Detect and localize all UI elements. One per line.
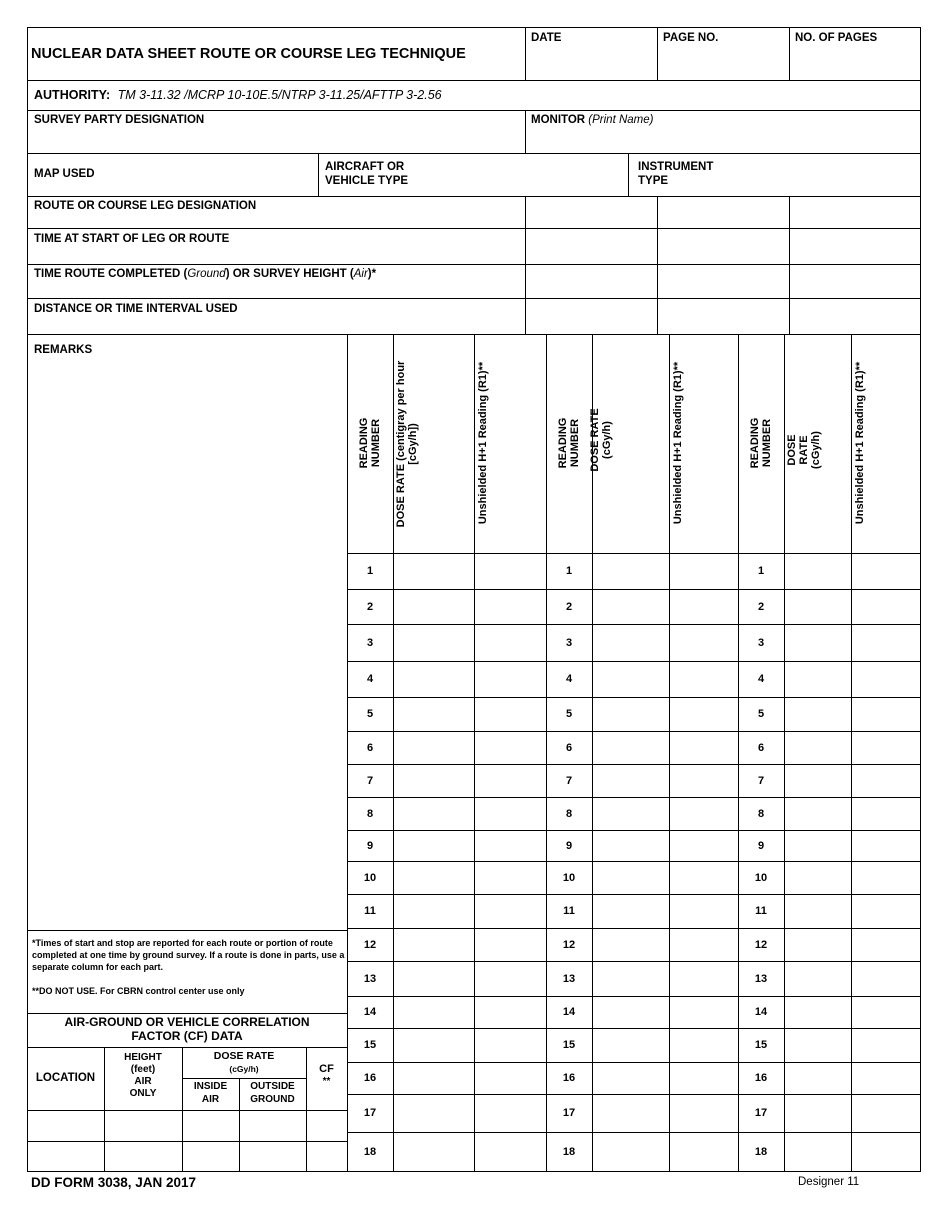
reading-number-cell: 12 bbox=[363, 938, 377, 951]
unshielded-reading-cell[interactable] bbox=[475, 765, 545, 796]
reading-number-header-3 bbox=[749, 418, 773, 469]
form-title: NUCLEAR DATA SHEET ROUTE OR COURSE LEG TECHNIQUE bbox=[31, 46, 466, 62]
reading-number-cell: 5 bbox=[366, 708, 374, 720]
cf-height-header-4: ONLY bbox=[129, 1088, 157, 1099]
cf-location-header: LOCATION bbox=[35, 1072, 96, 1084]
dose-rate-cell[interactable] bbox=[785, 831, 850, 860]
unshielded-reading-cell[interactable] bbox=[475, 831, 545, 860]
cf-inside-air-cell[interactable] bbox=[183, 1111, 238, 1140]
reading-number-header-line: NUMBER bbox=[569, 418, 581, 468]
instrument-label-1: INSTRUMENT bbox=[638, 161, 714, 173]
reading-number-cell: 8 bbox=[366, 807, 374, 820]
dose-rate-cell[interactable] bbox=[785, 1029, 850, 1061]
unshielded-reading-cell[interactable] bbox=[670, 895, 737, 927]
unshielded-reading-cell[interactable] bbox=[475, 625, 545, 660]
authority-label: AUTHORITY: bbox=[34, 88, 111, 102]
cf-height-cell[interactable] bbox=[105, 1111, 181, 1140]
time-completed-field-3[interactable] bbox=[790, 265, 920, 297]
reading-number-cell: 16 bbox=[363, 1072, 377, 1084]
unshielded-reading-cell[interactable] bbox=[852, 698, 920, 730]
aircraft-label-2: VEHICLE TYPE bbox=[325, 175, 409, 187]
reading-number-cell: 13 bbox=[363, 972, 377, 985]
dose-rate-header-1 bbox=[395, 361, 419, 528]
dose-rate-cell[interactable] bbox=[593, 590, 668, 623]
dose-rate-header-2 bbox=[589, 408, 613, 471]
dose-rate-cell[interactable] bbox=[394, 929, 473, 960]
reading-number-cell: 7 bbox=[757, 774, 765, 787]
dose-rate-cell[interactable] bbox=[394, 831, 473, 860]
reading-number-cell: 9 bbox=[757, 839, 765, 852]
no-of-pages-field[interactable] bbox=[790, 46, 920, 79]
unshielded-reading-header-3: Unshielded H+1 Reading (R1)** bbox=[854, 361, 866, 525]
time-start-field-1[interactable] bbox=[526, 229, 656, 263]
unshielded-reading-cell[interactable] bbox=[475, 1133, 545, 1171]
time-start-field-3[interactable] bbox=[790, 229, 920, 263]
unshielded-reading-cell[interactable] bbox=[475, 862, 545, 893]
cf-outside-ground-cell[interactable] bbox=[240, 1111, 305, 1140]
unshielded-reading-cell[interactable] bbox=[475, 1063, 545, 1093]
unshielded-reading-cell[interactable] bbox=[475, 895, 545, 927]
unshielded-reading-cell[interactable] bbox=[475, 1029, 545, 1061]
unshielded-reading-cell[interactable] bbox=[852, 962, 920, 995]
reading-number-cell: 10 bbox=[754, 871, 768, 884]
unshielded-reading-cell[interactable] bbox=[670, 962, 737, 995]
cf-height-cell[interactable] bbox=[105, 1142, 181, 1171]
aircraft-label-1: AIRCRAFT OR bbox=[325, 161, 405, 173]
reading-number-cell: 1 bbox=[565, 565, 573, 577]
reading-number-header-1 bbox=[358, 418, 382, 469]
unshielded-reading-cell[interactable] bbox=[852, 1133, 920, 1171]
reading-number-cell: 3 bbox=[366, 636, 374, 649]
dose-rate-cell[interactable] bbox=[593, 1095, 668, 1131]
time-completed-b: ) OR SURVEY HEIGHT ( bbox=[225, 268, 354, 280]
form-number: DD FORM 3038, JAN 2017 bbox=[31, 1175, 197, 1190]
reading-number-cell: 4 bbox=[565, 673, 573, 685]
authority-row bbox=[34, 88, 442, 102]
unshielded-reading-cell[interactable] bbox=[852, 862, 920, 893]
reading-number-cell: 18 bbox=[363, 1146, 377, 1158]
reading-number-cell: 3 bbox=[565, 636, 573, 649]
reading-number-cell: 9 bbox=[366, 839, 374, 852]
map-used-label: MAP USED bbox=[34, 168, 95, 180]
unshielded-reading-cell[interactable] bbox=[852, 590, 920, 623]
dose-rate-cell[interactable] bbox=[593, 831, 668, 860]
unshielded-reading-cell[interactable] bbox=[852, 662, 920, 696]
reading-number-header-line: NUMBER bbox=[761, 418, 773, 468]
reading-number-cell: 16 bbox=[562, 1072, 576, 1084]
dose-rate-cell[interactable] bbox=[394, 590, 473, 623]
cf-title-2: FACTOR (CF) DATA bbox=[131, 1029, 243, 1043]
reading-number-cell: 10 bbox=[562, 871, 576, 884]
reading-number-header-line: READING bbox=[749, 417, 761, 469]
reading-number-cell: 15 bbox=[562, 1039, 576, 1051]
map-used-field[interactable] bbox=[130, 154, 317, 195]
dose-rate-cell[interactable] bbox=[394, 997, 473, 1027]
unshielded-reading-cell[interactable] bbox=[670, 1029, 737, 1061]
unshielded-reading-cell[interactable] bbox=[670, 1063, 737, 1093]
time-start-field-2[interactable] bbox=[658, 229, 788, 263]
dose-rate-cell[interactable] bbox=[785, 698, 850, 730]
dose-rate-cell[interactable] bbox=[785, 962, 850, 995]
dose-rate-cell[interactable] bbox=[785, 625, 850, 660]
time-completed-field-1[interactable] bbox=[526, 265, 656, 297]
authority-value: TM 3-11.32 /MCRP 10-10E.5/NTRP 3-11.25/AFTTP 3-2.56 bbox=[117, 88, 442, 102]
dose-rate-cell[interactable] bbox=[394, 1063, 473, 1093]
dose-rate-cell[interactable] bbox=[593, 662, 668, 696]
distance-label: DISTANCE OR TIME INTERVAL USED bbox=[34, 303, 238, 315]
cf-inside-header-2: AIR bbox=[201, 1094, 220, 1105]
cf-dose-rate-header-2: (cGy/h) bbox=[229, 1064, 259, 1074]
time-completed-ground: Ground bbox=[187, 268, 226, 280]
unshielded-reading-cell[interactable] bbox=[670, 862, 737, 893]
reading-number-cell: 13 bbox=[562, 972, 576, 985]
reading-number-cell: 7 bbox=[565, 774, 573, 787]
dose-rate-cell[interactable] bbox=[593, 765, 668, 796]
dose-rate-cell[interactable] bbox=[785, 895, 850, 927]
dose-rate-cell[interactable] bbox=[394, 1095, 473, 1131]
monitor-hint: (Print Name) bbox=[588, 114, 654, 126]
reading-number-cell: 18 bbox=[562, 1146, 576, 1158]
dose-rate-cell[interactable] bbox=[593, 862, 668, 893]
reading-number-cell: 12 bbox=[562, 938, 576, 951]
reading-number-cell: 9 bbox=[565, 839, 573, 852]
dose-rate-header-line: DOSE RATE (centigray per hour bbox=[395, 360, 407, 528]
dose-rate-cell[interactable] bbox=[394, 765, 473, 796]
reading-number-cell: 14 bbox=[363, 1006, 377, 1018]
dose-rate-cell[interactable] bbox=[593, 625, 668, 660]
reading-number-cell: 6 bbox=[757, 741, 765, 754]
dose-rate-cell[interactable] bbox=[394, 554, 473, 588]
reading-number-cell: 6 bbox=[366, 741, 374, 754]
unshielded-reading-cell[interactable] bbox=[475, 798, 545, 829]
reading-number-cell: 13 bbox=[754, 972, 768, 985]
unshielded-reading-cell[interactable] bbox=[670, 997, 737, 1027]
dose-rate-cell[interactable] bbox=[785, 929, 850, 960]
date-field[interactable] bbox=[526, 46, 656, 79]
reading-number-cell: 15 bbox=[754, 1039, 768, 1051]
reading-number-cell: 17 bbox=[363, 1107, 377, 1119]
unshielded-reading-cell[interactable] bbox=[475, 732, 545, 763]
unshielded-reading-cell[interactable] bbox=[852, 1095, 920, 1131]
reading-number-cell: 4 bbox=[757, 673, 765, 685]
cf-location-cell[interactable] bbox=[28, 1142, 103, 1171]
dose-rate-cell[interactable] bbox=[785, 862, 850, 893]
footnote-do-not-use: **DO NOT USE. For CBRN control center use only bbox=[32, 986, 245, 996]
dose-rate-cell[interactable] bbox=[785, 732, 850, 763]
unshielded-reading-cell[interactable] bbox=[475, 590, 545, 623]
route-designation-field-3[interactable] bbox=[790, 197, 920, 227]
unshielded-reading-cell[interactable] bbox=[852, 625, 920, 660]
reading-number-cell: 1 bbox=[757, 565, 765, 577]
cf-title-1: AIR-GROUND OR VEHICLE CORRELATION bbox=[64, 1015, 310, 1029]
unshielded-reading-cell[interactable] bbox=[852, 1029, 920, 1061]
reading-number-cell: 16 bbox=[754, 1072, 768, 1084]
unshielded-reading-cell[interactable] bbox=[670, 798, 737, 829]
dose-rate-cell[interactable] bbox=[785, 798, 850, 829]
footnote-times: *Times of start and stop are reported for each route or portion of route completed at one time by ground survey. If a route is done in parts, use a separate column for each part. bbox=[32, 938, 345, 972]
unshielded-reading-cell[interactable] bbox=[670, 698, 737, 730]
dose-rate-cell[interactable] bbox=[593, 698, 668, 730]
reading-number-cell: 17 bbox=[562, 1107, 576, 1119]
reading-number-header-line: READING bbox=[358, 417, 370, 469]
unshielded-reading-cell[interactable] bbox=[852, 997, 920, 1027]
reading-number-cell: 12 bbox=[754, 938, 768, 951]
reading-number-cell: 4 bbox=[366, 673, 374, 685]
cf-factor-header-1: CF bbox=[319, 1063, 334, 1075]
unshielded-reading-cell[interactable] bbox=[475, 662, 545, 696]
route-designation-label: ROUTE OR COURSE LEG DESIGNATION bbox=[34, 200, 257, 212]
reading-number-header-2 bbox=[557, 418, 581, 469]
distance-field-3[interactable] bbox=[790, 299, 920, 333]
reading-number-cell: 8 bbox=[757, 807, 765, 820]
dose-rate-cell[interactable] bbox=[394, 962, 473, 995]
reading-number-cell: 14 bbox=[562, 1006, 576, 1018]
time-completed-field-2[interactable] bbox=[658, 265, 788, 297]
dose-rate-cell[interactable] bbox=[394, 625, 473, 660]
unshielded-reading-cell[interactable] bbox=[475, 554, 545, 588]
dose-rate-cell[interactable] bbox=[785, 997, 850, 1027]
dose-rate-cell[interactable] bbox=[785, 662, 850, 696]
cf-factor-cell[interactable] bbox=[307, 1111, 346, 1140]
dose-rate-cell[interactable] bbox=[394, 732, 473, 763]
dose-rate-cell[interactable] bbox=[785, 1133, 850, 1171]
dose-rate-header-line: [cGy/h]) bbox=[407, 423, 419, 465]
unshielded-reading-cell[interactable] bbox=[670, 662, 737, 696]
time-completed-c: )* bbox=[367, 268, 377, 280]
cf-inside-air-cell[interactable] bbox=[183, 1142, 238, 1171]
unshielded-reading-cell[interactable] bbox=[670, 1133, 737, 1171]
cf-dose-rate-header-1: DOSE RATE bbox=[213, 1050, 275, 1062]
reading-number-cell: 10 bbox=[363, 871, 377, 884]
unshielded-reading-header-1: Unshielded H+1 Reading (R1)** bbox=[477, 361, 489, 525]
unshielded-reading-cell[interactable] bbox=[670, 929, 737, 960]
time-completed-a: TIME ROUTE COMPLETED ( bbox=[34, 268, 188, 280]
unshielded-reading-cell[interactable] bbox=[475, 1095, 545, 1131]
monitor-label bbox=[531, 113, 653, 127]
survey-party-field[interactable] bbox=[28, 128, 524, 152]
dose-rate-cell[interactable] bbox=[593, 962, 668, 995]
dose-rate-cell[interactable] bbox=[593, 895, 668, 927]
reading-number-cell: 5 bbox=[757, 708, 765, 720]
dose-rate-cell[interactable] bbox=[593, 1133, 668, 1171]
reading-number-cell: 3 bbox=[757, 636, 765, 649]
instrument-label-2: TYPE bbox=[638, 175, 669, 187]
unshielded-reading-cell[interactable] bbox=[852, 765, 920, 796]
reading-number-cell: 15 bbox=[363, 1039, 377, 1051]
dose-rate-header-line: DOSE bbox=[786, 434, 798, 466]
reading-number-cell: 11 bbox=[364, 905, 376, 917]
dose-rate-cell[interactable] bbox=[394, 1133, 473, 1171]
unshielded-reading-cell[interactable] bbox=[852, 895, 920, 927]
page-no-label: PAGE NO. bbox=[663, 32, 719, 44]
unshielded-reading-cell[interactable] bbox=[670, 732, 737, 763]
reading-number-cell: 17 bbox=[754, 1107, 768, 1119]
reading-number-cell: 2 bbox=[757, 600, 765, 613]
unshielded-reading-cell[interactable] bbox=[475, 997, 545, 1027]
unshielded-reading-cell[interactable] bbox=[475, 698, 545, 730]
dose-rate-cell[interactable] bbox=[593, 929, 668, 960]
reading-number-cell: 11 bbox=[563, 905, 575, 917]
aircraft-field[interactable] bbox=[430, 154, 627, 195]
cf-height-header-1: HEIGHT bbox=[124, 1052, 162, 1063]
unshielded-reading-cell[interactable] bbox=[852, 732, 920, 763]
reading-number-cell: 5 bbox=[565, 708, 573, 720]
dose-rate-cell[interactable] bbox=[593, 997, 668, 1027]
route-designation-field-2[interactable] bbox=[658, 197, 788, 227]
unshielded-reading-header-2: Unshielded H+1 Reading (R1)** bbox=[672, 361, 684, 525]
unshielded-reading-cell[interactable] bbox=[670, 554, 737, 588]
dose-rate-header-line: (cGy/h) bbox=[601, 421, 613, 459]
unshielded-reading-cell[interactable] bbox=[852, 929, 920, 960]
cf-outside-header-2: GROUND bbox=[250, 1094, 295, 1105]
time-start-label: TIME AT START OF LEG OR ROUTE bbox=[34, 233, 230, 245]
reading-number-header-line: NUMBER bbox=[370, 418, 382, 468]
reading-number-cell: 2 bbox=[565, 600, 573, 613]
dose-rate-cell[interactable] bbox=[394, 862, 473, 893]
monitor-field[interactable] bbox=[526, 128, 920, 152]
dose-rate-header-line: DOSE RATE bbox=[589, 408, 601, 472]
unshielded-reading-cell[interactable] bbox=[670, 765, 737, 796]
dose-rate-header-3 bbox=[786, 431, 822, 469]
cf-inside-header-1: INSIDE bbox=[193, 1081, 228, 1092]
unshielded-reading-cell[interactable] bbox=[852, 831, 920, 860]
date-label: DATE bbox=[531, 32, 562, 44]
reading-number-cell: 14 bbox=[754, 1006, 768, 1018]
cf-location-cell[interactable] bbox=[28, 1111, 103, 1140]
unshielded-reading-cell[interactable] bbox=[475, 962, 545, 995]
cf-outside-ground-cell[interactable] bbox=[240, 1142, 305, 1171]
designer-label: Designer 11 bbox=[798, 1176, 860, 1188]
no-of-pages-label: NO. OF PAGES bbox=[795, 32, 878, 44]
time-completed-air: Air bbox=[353, 268, 368, 280]
time-completed-label bbox=[34, 267, 376, 281]
survey-party-label: SURVEY PARTY DESIGNATION bbox=[34, 114, 205, 126]
unshielded-reading-cell[interactable] bbox=[670, 625, 737, 660]
dose-rate-cell[interactable] bbox=[593, 1029, 668, 1061]
cf-factor-cell[interactable] bbox=[307, 1142, 346, 1171]
unshielded-reading-cell[interactable] bbox=[670, 831, 737, 860]
cf-height-header-2: (feet) bbox=[130, 1064, 156, 1075]
remarks-field[interactable] bbox=[28, 358, 346, 930]
dose-rate-cell[interactable] bbox=[593, 554, 668, 588]
dose-rate-cell[interactable] bbox=[394, 798, 473, 829]
dose-rate-cell[interactable] bbox=[593, 732, 668, 763]
dose-rate-cell[interactable] bbox=[785, 1063, 850, 1093]
reading-number-cell: 1 bbox=[366, 565, 374, 577]
cf-height-header-3: AIR bbox=[134, 1076, 152, 1087]
dose-rate-cell[interactable] bbox=[394, 662, 473, 696]
distance-field-1[interactable] bbox=[526, 299, 656, 333]
dose-rate-cell[interactable] bbox=[593, 798, 668, 829]
dose-rate-cell[interactable] bbox=[785, 1095, 850, 1131]
cf-factor-header-2: ** bbox=[322, 1076, 331, 1087]
reading-number-cell: 18 bbox=[754, 1146, 768, 1158]
unshielded-reading-cell[interactable] bbox=[670, 590, 737, 623]
instrument-field[interactable] bbox=[730, 154, 920, 195]
dose-rate-cell[interactable] bbox=[394, 895, 473, 927]
page-no-field[interactable] bbox=[658, 46, 788, 79]
reading-number-cell: 11 bbox=[755, 905, 767, 917]
dose-rate-cell[interactable] bbox=[785, 765, 850, 796]
dose-rate-cell[interactable] bbox=[394, 1029, 473, 1061]
dose-rate-header-line: (cGy/h) bbox=[810, 431, 822, 469]
route-designation-field-1[interactable] bbox=[526, 197, 656, 227]
dose-rate-cell[interactable] bbox=[593, 1063, 668, 1093]
reading-number-cell: 6 bbox=[565, 741, 573, 754]
reading-number-cell: 2 bbox=[366, 600, 374, 613]
dose-rate-cell[interactable] bbox=[785, 554, 850, 588]
reading-number-header-line: READING bbox=[557, 417, 569, 469]
dose-rate-cell[interactable] bbox=[785, 590, 850, 623]
unshielded-reading-cell[interactable] bbox=[475, 929, 545, 960]
dose-rate-cell[interactable] bbox=[394, 698, 473, 730]
distance-field-2[interactable] bbox=[658, 299, 788, 333]
remarks-label: REMARKS bbox=[34, 344, 93, 356]
reading-number-cell: 8 bbox=[565, 807, 573, 820]
unshielded-reading-cell[interactable] bbox=[670, 1095, 737, 1131]
cf-outside-header-1: OUTSIDE bbox=[250, 1081, 295, 1092]
reading-number-cell: 7 bbox=[366, 774, 374, 787]
unshielded-reading-cell[interactable] bbox=[852, 1063, 920, 1093]
monitor-label-text: MONITOR bbox=[531, 114, 586, 126]
unshielded-reading-cell[interactable] bbox=[852, 554, 920, 588]
unshielded-reading-cell[interactable] bbox=[852, 798, 920, 829]
dose-rate-header-line: RATE bbox=[798, 435, 810, 465]
